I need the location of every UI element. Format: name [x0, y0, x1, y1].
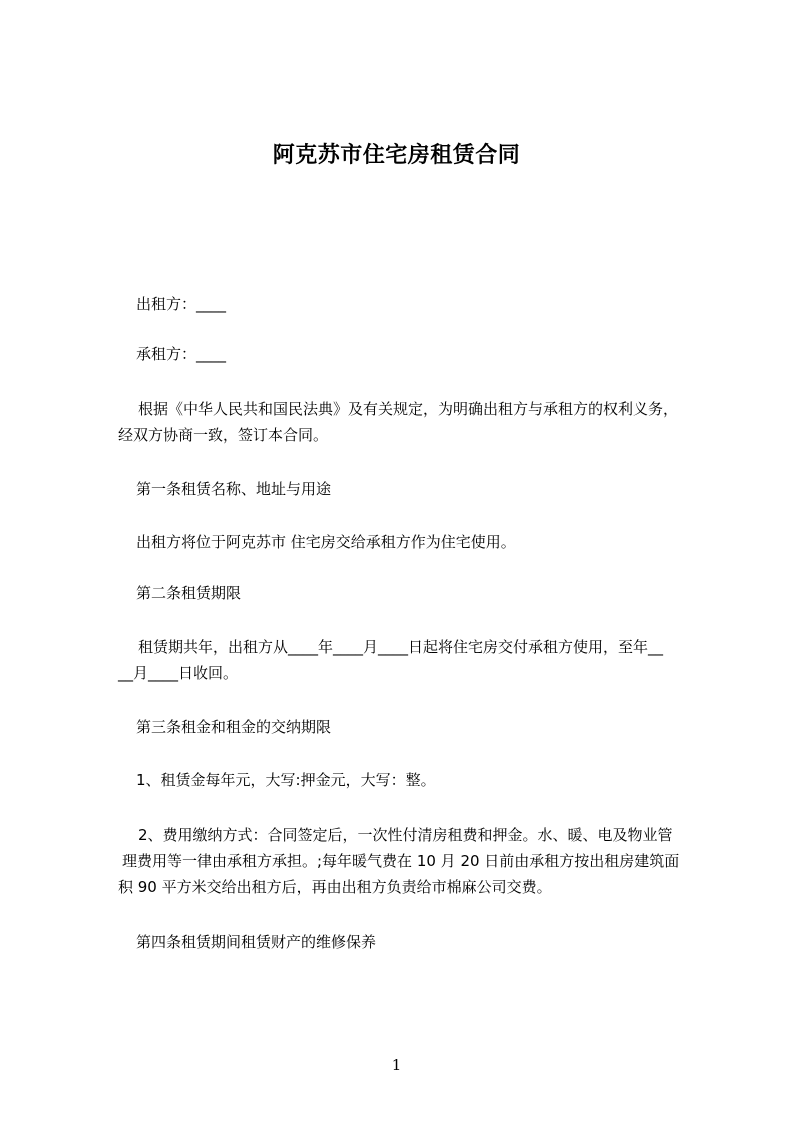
lessee-line: 承租方：____	[136, 345, 227, 363]
article-1-text: 出租方将位于阿克苏市 住宅房交给承租方作为住宅使用。	[136, 533, 516, 551]
article-3-item-2	[118, 822, 738, 900]
article-3-heading: 第三条租金和租金的交纳期限	[136, 718, 332, 736]
article-4-heading: 第四条租赁期间租赁财产的维修保养	[136, 933, 377, 951]
preamble-line-2: 经双方协商一致，签订本合同。	[118, 426, 329, 444]
preamble-paragraph	[118, 396, 738, 448]
article-1-heading: 第一条租赁名称、地址与用途	[136, 480, 332, 498]
article-2-paragraph	[118, 634, 738, 686]
lessor-line: 出租方：____	[136, 295, 227, 313]
page-number: 1	[391, 1056, 402, 1074]
document-title: 阿克苏市住宅房租赁合同	[272, 143, 521, 168]
article-2-heading: 第二条租赁期限	[136, 584, 242, 602]
article-3-item-2-line-1: 2、费用缴纳方式：合同签定后，一次性付清房租费和押金。水、暖、电及物业管	[138, 826, 673, 844]
article-2-line-1: 租赁期共年，出租方从____年____月____日起将住宅房交付承租方使用，至年__	[138, 638, 664, 656]
preamble-line-1: 根据《中华人民共和国民法典》及有关规定，为明确出租方与承租方的权利义务，	[138, 400, 679, 418]
article-3-item-2-line-3: 积 90 平方米交给出租方后，再由出租方负责给市棉麻公司交费。	[118, 878, 552, 896]
article-2-line-2: __月____日收回。	[118, 664, 239, 682]
article-3-item-2-line-2: 理费用等一律由承租方承担。;每年暖气费在 10 月 20 日前由承租方按出租房建筑面	[122, 852, 680, 870]
article-3-item-1: 1、租赁金每年元，大写:押金元，大写：整。	[136, 771, 436, 789]
